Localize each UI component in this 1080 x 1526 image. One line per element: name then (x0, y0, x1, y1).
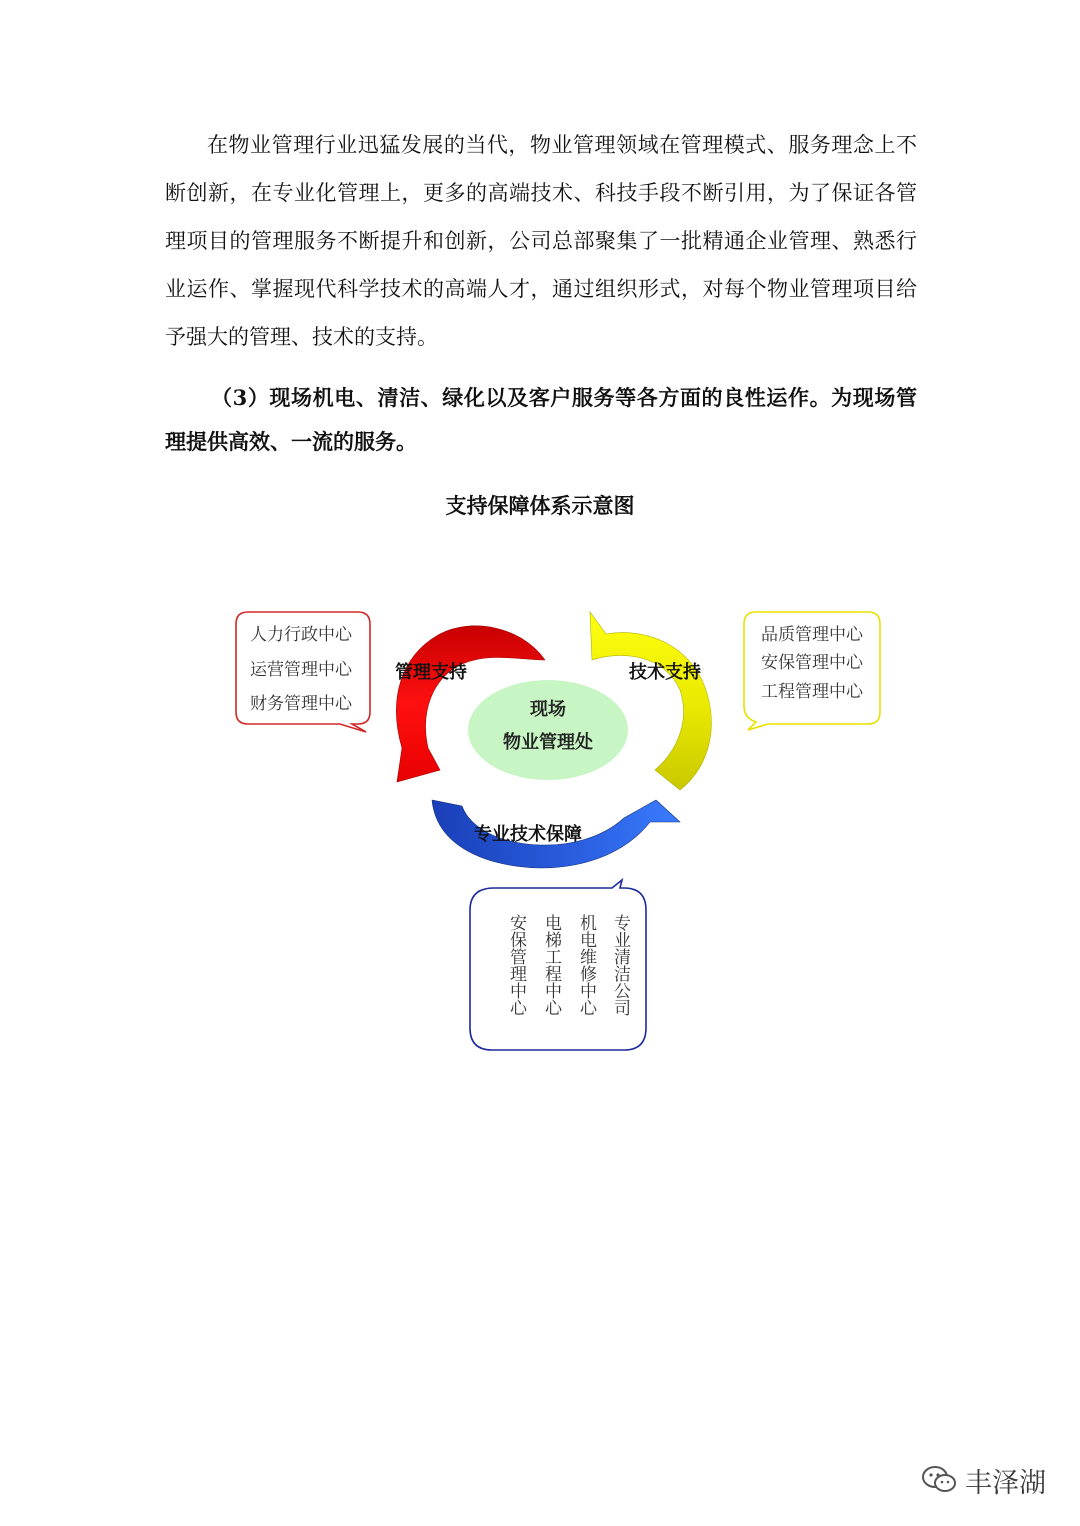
right-box-item: 工程管理中心 (761, 682, 863, 702)
right-box-item: 品质管理中心 (761, 625, 863, 645)
right-callout-box (744, 612, 880, 730)
center-label-line2: 物业管理处 (503, 732, 593, 753)
point-3-paragraph: （3）现场机电、清洁、绿化以及客户服务等各方面的良性运作。为现场管理提供高效、一流的服务。 (165, 385, 917, 454)
center-ellipse (468, 680, 628, 780)
bottom-callout-box (470, 880, 646, 1050)
left-box-item: 运营管理中心 (250, 660, 352, 680)
technical-support-label: 技术支持 (629, 662, 701, 683)
professional-guarantee-label: 专业技术保障 (474, 824, 582, 845)
intro-paragraph: 在物业管理行业迅猛发展的当代，物业管理领域在管理模式、服务理念上不断创新，在专业化管理上，更多的高端技术、科技手段不断引用，为了保证各管理项目的管理服务不断提升和创新，公司总部聚集了一批精通企业管理、熟悉行业运作、掌握现代科学技术的高端人才，通过组织形式，对每个物业管理项目给予强大的管理、技术的支持。 (165, 133, 917, 349)
right-box-item: 安保管理中心 (761, 653, 863, 673)
management-support-label: 管理支持 (395, 662, 467, 683)
bottom-box-item: 电梯工程中心 (541, 914, 561, 1016)
left-box-item: 财务管理中心 (250, 694, 352, 714)
wechat-icon (921, 1465, 957, 1495)
bottom-box-item: 专业清洁公司 (610, 914, 630, 1016)
support-system-diagram (0, 560, 1080, 1060)
center-label-line1: 现场 (530, 699, 566, 720)
watermark-text: 丰泽湖 (965, 1467, 1046, 1499)
left-callout-box (236, 612, 370, 732)
left-box-item: 人力行政中心 (250, 625, 352, 645)
bottom-box-item: 机电维修中心 (576, 914, 596, 1016)
figure-title: 支持保障体系示意图 (445, 494, 635, 518)
bottom-box-item: 安保管理中心 (506, 914, 526, 1016)
watermark (921, 1462, 1046, 1498)
